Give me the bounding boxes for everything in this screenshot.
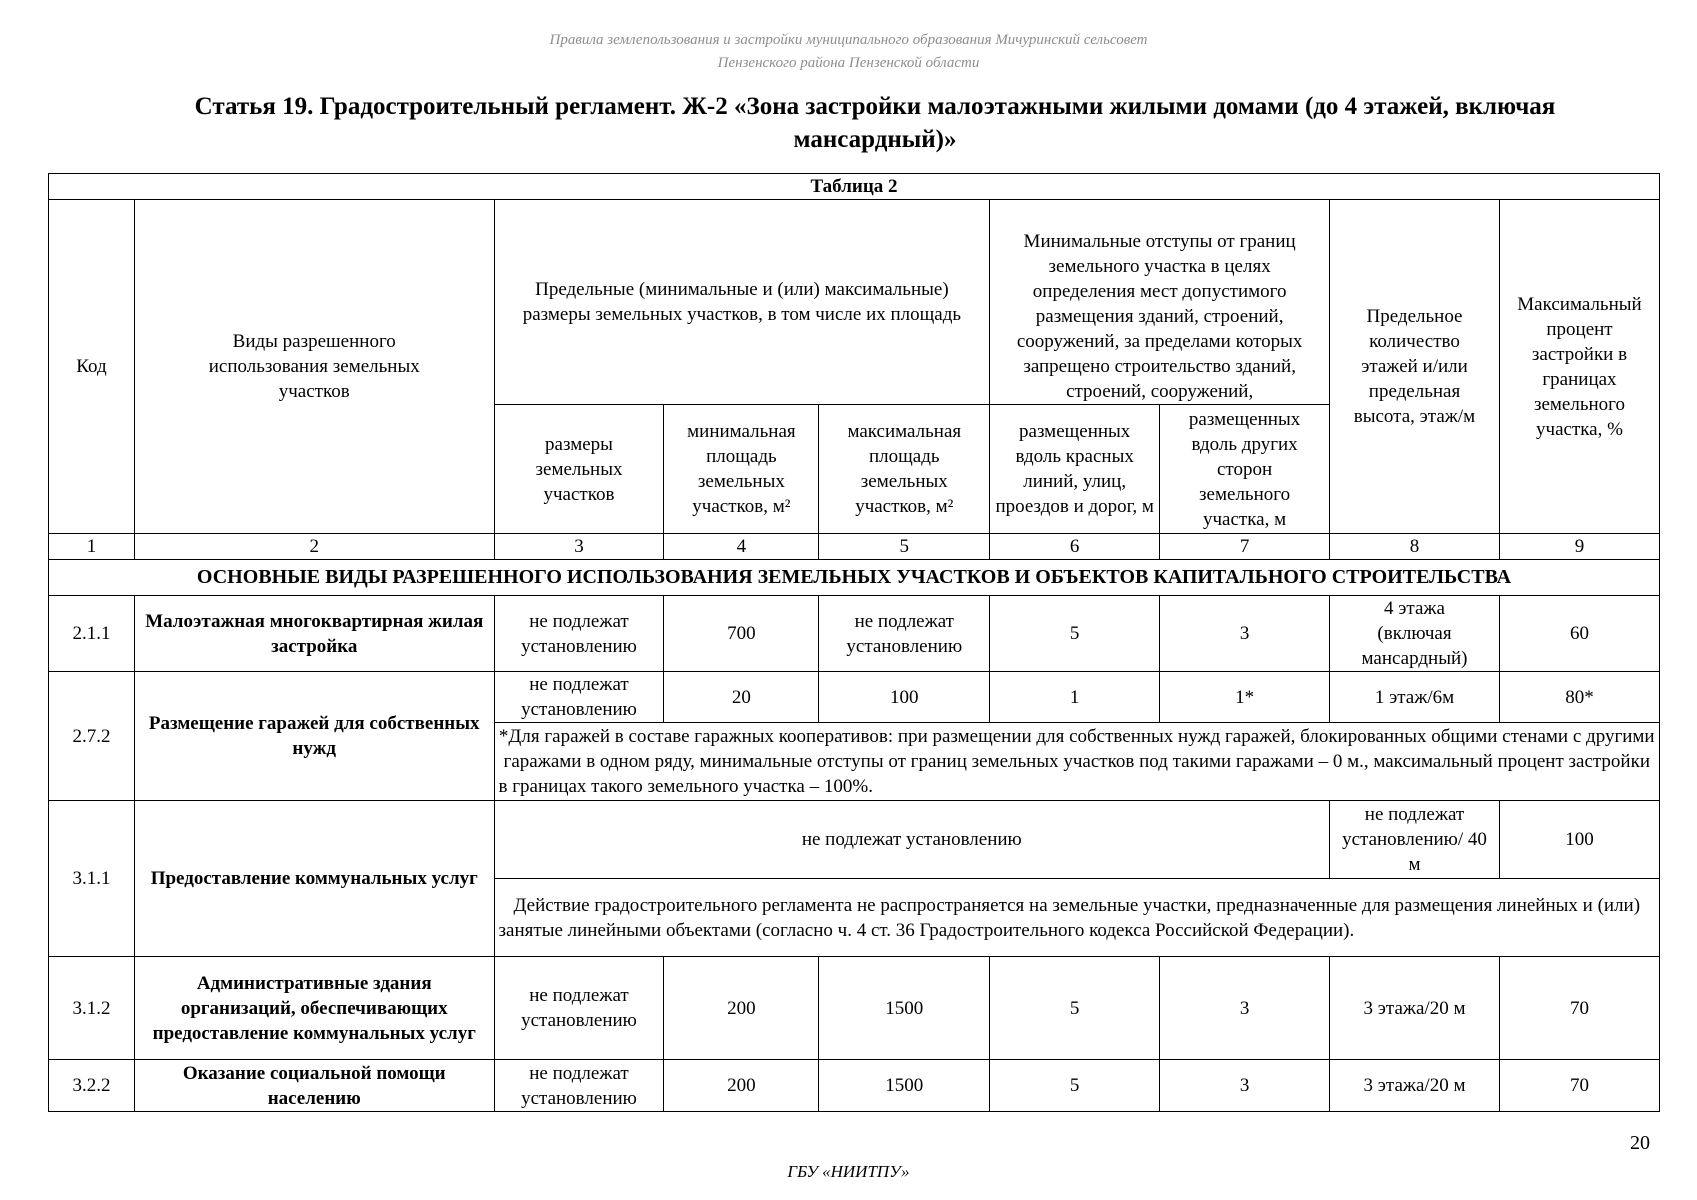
row-red-lines: 5 (990, 596, 1160, 672)
row-name: Предоставление коммунальных услуг (134, 801, 494, 957)
table-row (49, 801, 1660, 879)
row-coverage: 70 (1499, 957, 1659, 1060)
col-number: 4 (664, 534, 819, 560)
page-number: 20 (1630, 1132, 1650, 1154)
row-sizes: не подлежат установлению (494, 1060, 664, 1112)
col-number: 3 (494, 534, 664, 560)
row-max-area: 100 (819, 672, 990, 723)
row-note: *Для гаражей в составе гаражных кооперативов: при размещении для собственных нужд гаражей, блокированных общими стенами с другими гаражами в одном ряду, минимальные отступы от границ земельных участков под такими гаражами – 0 м., максимальный процент застройки в границах такого земельного участка – 100%. (494, 723, 1659, 801)
table-row (49, 957, 1660, 1060)
row-red-lines: 5 (990, 957, 1160, 1060)
row-floors: 3 этажа/20 м (1330, 957, 1500, 1060)
row-coverage: 70 (1499, 1060, 1659, 1112)
row-other-sides: 3 (1160, 1060, 1330, 1112)
row-min-area: 200 (664, 1060, 819, 1112)
header-limits: Предельные (минимальные и (или) максимальные) размеры земельных участков, в том числе их площадь (494, 200, 990, 405)
row-max-area: 1500 (819, 1060, 990, 1112)
col-number: 5 (819, 534, 990, 560)
row-max-area: 1500 (819, 957, 990, 1060)
column-number-row (49, 534, 1660, 560)
article-title-line2: мансардный)» (793, 126, 957, 153)
row-merged-value: не подлежат установлению (494, 801, 1329, 879)
row-sizes: не подлежат установлению (494, 596, 664, 672)
row-code: 3.1.1 (49, 801, 135, 957)
header-coverage: Максимальный процент застройки в границах земельного участка, % (1499, 200, 1659, 534)
article-title (90, 90, 1660, 156)
row-sizes: не подлежат установлению (494, 957, 664, 1060)
header-types: Виды разрешенного использования земельных участков (134, 200, 494, 534)
row-code: 2.1.1 (49, 596, 135, 672)
row-min-area: 20 (664, 672, 819, 723)
row-floors: 1 этаж/6м (1330, 672, 1500, 723)
table-row (49, 1060, 1660, 1112)
row-coverage: 100 (1499, 801, 1659, 879)
running-header-line2: Пензенского района Пензенской области (717, 55, 980, 71)
table-caption: Таблица 2 (49, 174, 1660, 200)
header-other-sides: размещенных вдоль других сторон земельного участка, м (1160, 405, 1330, 534)
header-min-area: минимальная площадь земельных участков, м² (664, 405, 819, 534)
col-number: 9 (1499, 534, 1659, 560)
row-note: Действие градостроительного регламента не распространяется на земельные участки, предназначенные для размещения линейных и (или) занятые линейными объектами (согласно ч. 4 ст. 36 Градостроительного кодекса Российской Федерации). (494, 879, 1659, 957)
row-name: Размещение гаражей для собственных нужд (134, 672, 494, 801)
row-max-area: не подлежат установлению (819, 596, 990, 672)
running-header-line1: Правила землепользования и застройки муниципального образования Мичуринский сельсовет (549, 32, 1148, 48)
row-code: 2.7.2 (49, 672, 135, 801)
regulation-table (48, 173, 1660, 1112)
row-name: Оказание социальной помощи населению (134, 1060, 494, 1112)
header-sizes: размеры земельных участков (494, 405, 664, 534)
col-number: 7 (1160, 534, 1330, 560)
row-red-lines: 5 (990, 1060, 1160, 1112)
header-floors: Предельное количество этажей и/или предельная высота, этаж/м (1330, 200, 1500, 534)
row-other-sides: 3 (1160, 957, 1330, 1060)
footer-organization: ГБУ «НИИТПУ» (787, 1162, 910, 1181)
header-red-lines: размещенных вдоль красных линий, улиц, проездов и дорог, м (990, 405, 1160, 534)
col-number: 1 (49, 534, 135, 560)
col-number: 6 (990, 534, 1160, 560)
header-max-area: максимальная площадь земельных участков, м² (819, 405, 990, 534)
row-sizes: не подлежат установлению (494, 672, 664, 723)
row-min-area: 200 (664, 957, 819, 1060)
row-floors: 3 этажа/20 м (1330, 1060, 1500, 1112)
section-title: ОСНОВНЫЕ ВИДЫ РАЗРЕШЕННОГО ИСПОЛЬЗОВАНИЯ ЗЕМЕЛЬНЫХ УЧАСТКОВ И ОБЪЕКТОВ КАПИТАЛЬНОГО СТРОИТЕЛЬСТВА (49, 560, 1660, 596)
row-red-lines: 1 (990, 672, 1160, 723)
row-min-area: 700 (664, 596, 819, 672)
row-code: 3.1.2 (49, 957, 135, 1060)
col-number: 8 (1330, 534, 1500, 560)
row-name: Административные здания организаций, обеспечивающих предоставление коммунальных услуг (134, 957, 494, 1060)
table-row (49, 596, 1660, 672)
row-coverage: 80* (1499, 672, 1659, 723)
table-row (49, 672, 1660, 723)
row-name: Малоэтажная многоквартирная жилая застройка (134, 596, 494, 672)
header-code: Код (49, 200, 135, 534)
row-floors: не подлежат установлению/ 40 м (1330, 801, 1500, 879)
col-number: 2 (134, 534, 494, 560)
row-other-sides: 3 (1160, 596, 1330, 672)
article-title-line1: Статья 19. Градостроительный регламент. Ж-2 «Зона застройки малоэтажными жилыми домами (до 4 этажей, включая (194, 93, 1556, 120)
row-code: 3.2.2 (49, 1060, 135, 1112)
row-other-sides: 1* (1160, 672, 1330, 723)
row-coverage: 60 (1499, 596, 1659, 672)
header-setbacks: Минимальные отступы от границ земельного участка в целях определения мест допустимого размещения зданий, строений, сооружений, за пределами которых запрещено строительство зданий, строений, сооружений, (990, 200, 1330, 405)
row-floors: 4 этажа (включая мансардный) (1330, 596, 1500, 672)
